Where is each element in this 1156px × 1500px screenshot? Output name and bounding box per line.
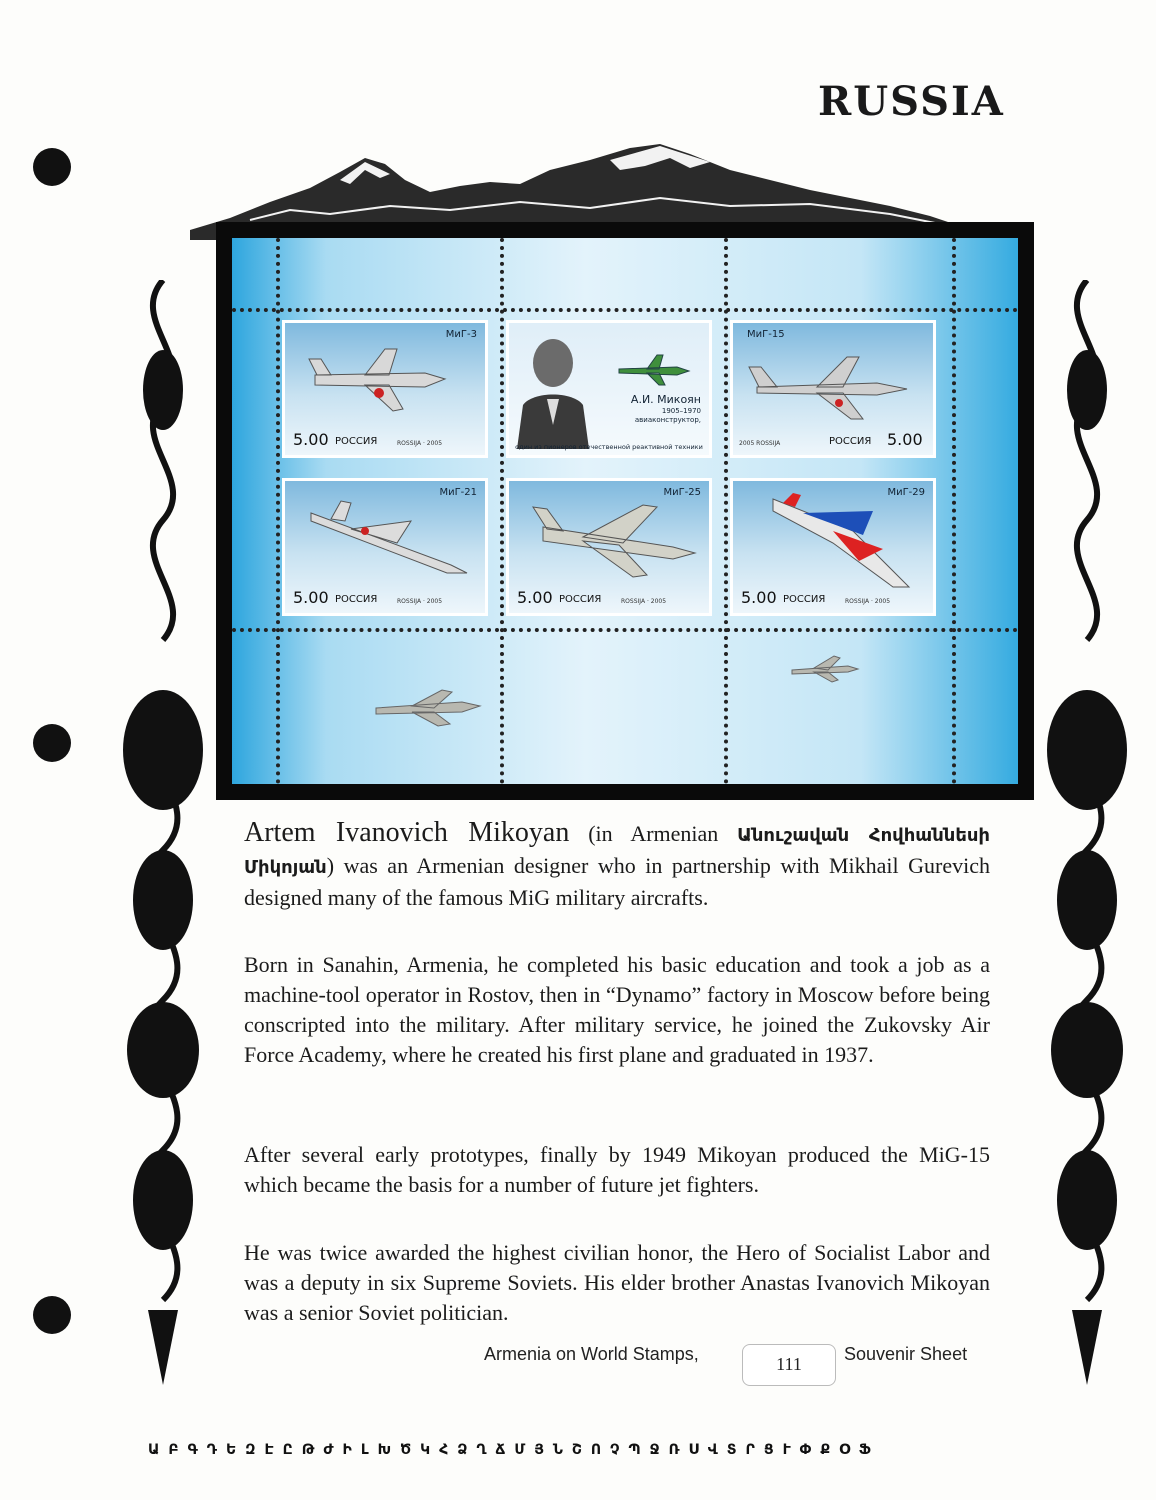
plane-icon [301,499,471,579]
armenian-alphabet-border: ԱԲԳԴԵԶԷԸԹԺԻԼԽԾԿՀՁՂՃՄՅՆՇՈՉՊՋՌՍՎՏՐՑՒՓՔՕՖ [148,1442,880,1458]
bio-paragraph-1 [244,818,990,913]
page-number: 111 [742,1344,836,1386]
stamp-name: МиГ-15 [747,329,785,340]
stamp-value: 5.00 [517,588,553,607]
stamp-mig-25 [506,478,712,616]
bio-paragraph-2: Born in Sanahin, Armenia, he completed his basic education and took a job as a machine-tool operator in Rostov, then in “Dynamo” factory in Moscow before being conscripted into the military. After military service, he joined the Zukovsky Air Force Academy, where he created his first plane and graduated in 1937. [244,952,990,1067]
stamp-name: МиГ-3 [445,329,477,340]
binder-hole-top [33,148,71,186]
stamp-country: РОССИЯ [335,594,378,605]
bio-armenian-name: Անուշավան Հովհաննեսի Միկոյան [244,825,991,878]
stamp-mig-3 [282,320,488,458]
stamp-country: РОССИЯ [783,594,826,605]
portrait-name: А.И. Микоян [630,393,701,406]
stamp-imprint: ROSSIJA · 2005 [397,440,443,447]
stamp-imprint: ROSSIJA · 2005 [397,598,443,605]
stamp-mig-15 [730,320,936,458]
portrait-role: авиаконструктор, [634,416,701,424]
left-ornament [108,280,218,1390]
portrait-years: 1905–1970 [661,407,701,415]
subject-name: Artem Ivanovich Mikoyan [244,817,570,848]
stamp-mig-21 [282,478,488,616]
stamp-name: МиГ-25 [663,487,701,498]
portrait [513,329,593,449]
stamp-value: 5.00 [741,588,777,607]
stamp-imprint: 2005 ROSSIJA [739,440,781,447]
right-ornament [1032,280,1142,1390]
plane-icon [747,353,917,423]
stamp-country: РОССИЯ [335,436,378,447]
stamp-imprint: ROSSIJA · 2005 [621,598,667,605]
portrait-caption: один из пионеров отечественной реактивной техники [515,443,703,451]
footer-series-title: Armenia on World Stamps, [484,1344,699,1364]
stamp-name: МиГ-29 [887,487,925,498]
bio-paragraph-3: After several early prototypes, finally by 1949 Mikoyan produced the MiG-15 which became the basis for a number of future jet fighters. [244,1142,990,1197]
plane-icon [613,349,693,389]
stamp-mig-29 [730,478,936,616]
stamp-country: РОССИЯ [829,436,872,447]
bio-paragraph-1-text: ) was an Armenian designer who in partnership with Mikhail Gurevich designed many of the famous MiG military aircrafts. [244,853,990,910]
plane-icon [305,345,455,415]
stamp-value: 5.00 [887,430,923,449]
souvenir-sheet [232,238,1018,784]
plane-icon [763,491,913,591]
stamp-imprint: ROSSIJA · 2005 [845,598,891,605]
stamp-country: РОССИЯ [559,594,602,605]
margin-plane-icon [372,688,482,728]
stamp-name: МиГ-21 [439,487,477,498]
footer-item-type: Souvenir Sheet [844,1344,968,1364]
stamp-mikoyan-portrait [506,320,712,458]
binder-hole-bottom [33,1296,71,1334]
page-title: RUSSIA [818,78,1005,125]
binder-hole-middle [33,724,71,762]
margin-plane-icon [788,654,860,684]
bio-armenian-intro: (in Armenian [588,821,719,846]
stamp-value: 5.00 [293,588,329,607]
stamp-value: 5.00 [293,430,329,449]
bio-paragraph-4: He was twice awarded the highest civilian honor, the Hero of Socialist Labor and was a deputy in six Supreme Soviets. His elder brother Anastas Ivanovich Mikoyan was a senior Soviet politician. [244,1240,990,1325]
plane-icon [523,497,699,581]
